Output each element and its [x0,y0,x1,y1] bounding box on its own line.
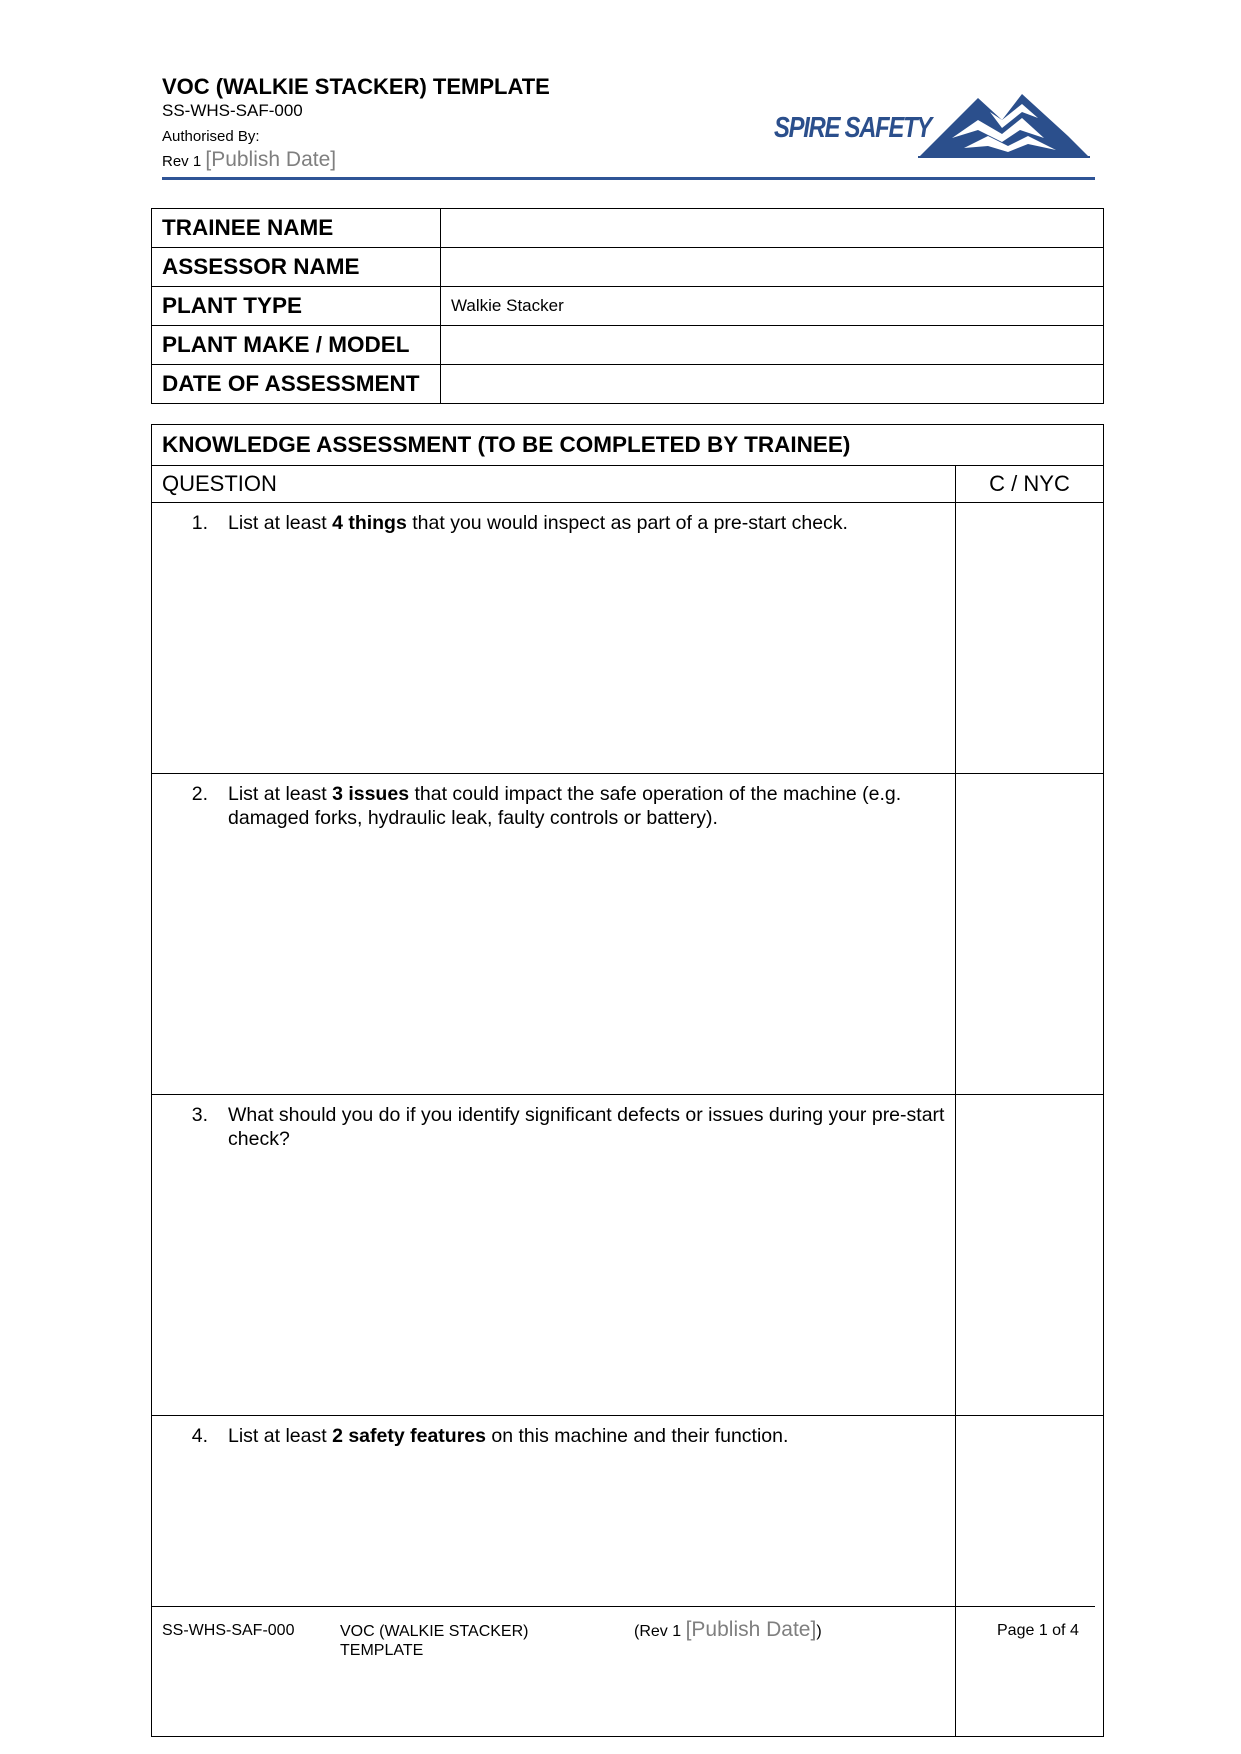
revision-line [162,148,336,172]
status-cell[interactable] [956,1095,1104,1416]
footer-rev-open: (Rev 1 [634,1623,682,1640]
question-number: 3. [191,1104,208,1126]
info-row-plant-type [152,287,1104,326]
plant-make-model-field[interactable] [441,326,1104,365]
question-answer-cell[interactable] [152,1416,956,1737]
question-row [152,1095,1104,1416]
question-text: List at least 4 things that you would inspect as part of a pre-start check. [228,512,848,534]
status-column-header: C / NYC [956,466,1104,503]
question-number: 1. [191,512,208,534]
question-number: 4. [191,1425,208,1447]
footer-revision [634,1618,822,1642]
info-row-date [152,365,1104,404]
revision-label: Rev 1 [162,153,202,170]
question-number: 2. [191,783,208,805]
question-text: List at least 2 safety features on this machine and their function. [228,1425,789,1447]
document-code: SS-WHS-SAF-000 [162,101,303,120]
status-cell[interactable] [956,1416,1104,1737]
info-label: TRAINEE NAME [152,209,441,248]
status-cell[interactable] [956,774,1104,1095]
header-rule [162,177,1095,180]
publish-date-placeholder[interactable]: [Publish Date] [205,148,337,171]
footer-doc-code: SS-WHS-SAF-000 [162,1622,295,1639]
question-answer-cell[interactable] [152,503,956,774]
trainee-name-field[interactable] [441,209,1104,248]
date-of-assessment-field[interactable] [441,365,1104,404]
info-row-assessor [152,248,1104,287]
document-title: VOC (WALKIE STACKER) TEMPLATE [162,74,550,99]
knowledge-assessment-title: KNOWLEDGE ASSESSMENT (TO BE COMPLETED BY TRAINEE) [152,425,1104,466]
assessor-name-field[interactable] [441,248,1104,287]
authorised-by-label: Authorised By: [162,128,260,145]
question-row [152,503,1104,774]
question-column-header: QUESTION [152,466,956,503]
plant-type-field[interactable]: Walkie Stacker [441,287,1104,326]
logo-text: SPIRE SAFETY [774,112,932,144]
question-answer-cell[interactable] [152,1095,956,1416]
info-row-plant-model [152,326,1104,365]
question-answer-cell[interactable] [152,774,956,1095]
info-label: DATE OF ASSESSMENT [152,365,441,404]
page-number: Page 1 of 4 [997,1622,1079,1639]
assessment-info-table [151,208,1104,404]
knowledge-assessment-table [151,424,1104,1737]
info-row-trainee [152,209,1104,248]
info-label: ASSESSOR NAME [152,248,441,287]
footer-title: VOC (WALKIE STACKER) TEMPLATE [340,1623,529,1659]
status-cell[interactable] [956,503,1104,774]
info-label: PLANT MAKE / MODEL [152,326,441,365]
question-row [152,1416,1104,1737]
footer-publish-date-placeholder[interactable]: [Publish Date] [685,1618,817,1641]
info-label: PLANT TYPE [152,287,441,326]
footer-rev-close: ) [816,1623,822,1640]
mountain-logo-icon [918,90,1090,162]
question-text: What should you do if you identify significant defects or issues during your pre-start check? [228,1104,945,1150]
question-row [152,774,1104,1095]
footer-rule [151,1606,1095,1607]
spire-safety-logo [770,90,1090,162]
question-text: List at least 3 issues that could impact the safe operation of the machine (e.g. damaged forks, hydraulic leak, faulty controls or battery). [228,783,902,829]
